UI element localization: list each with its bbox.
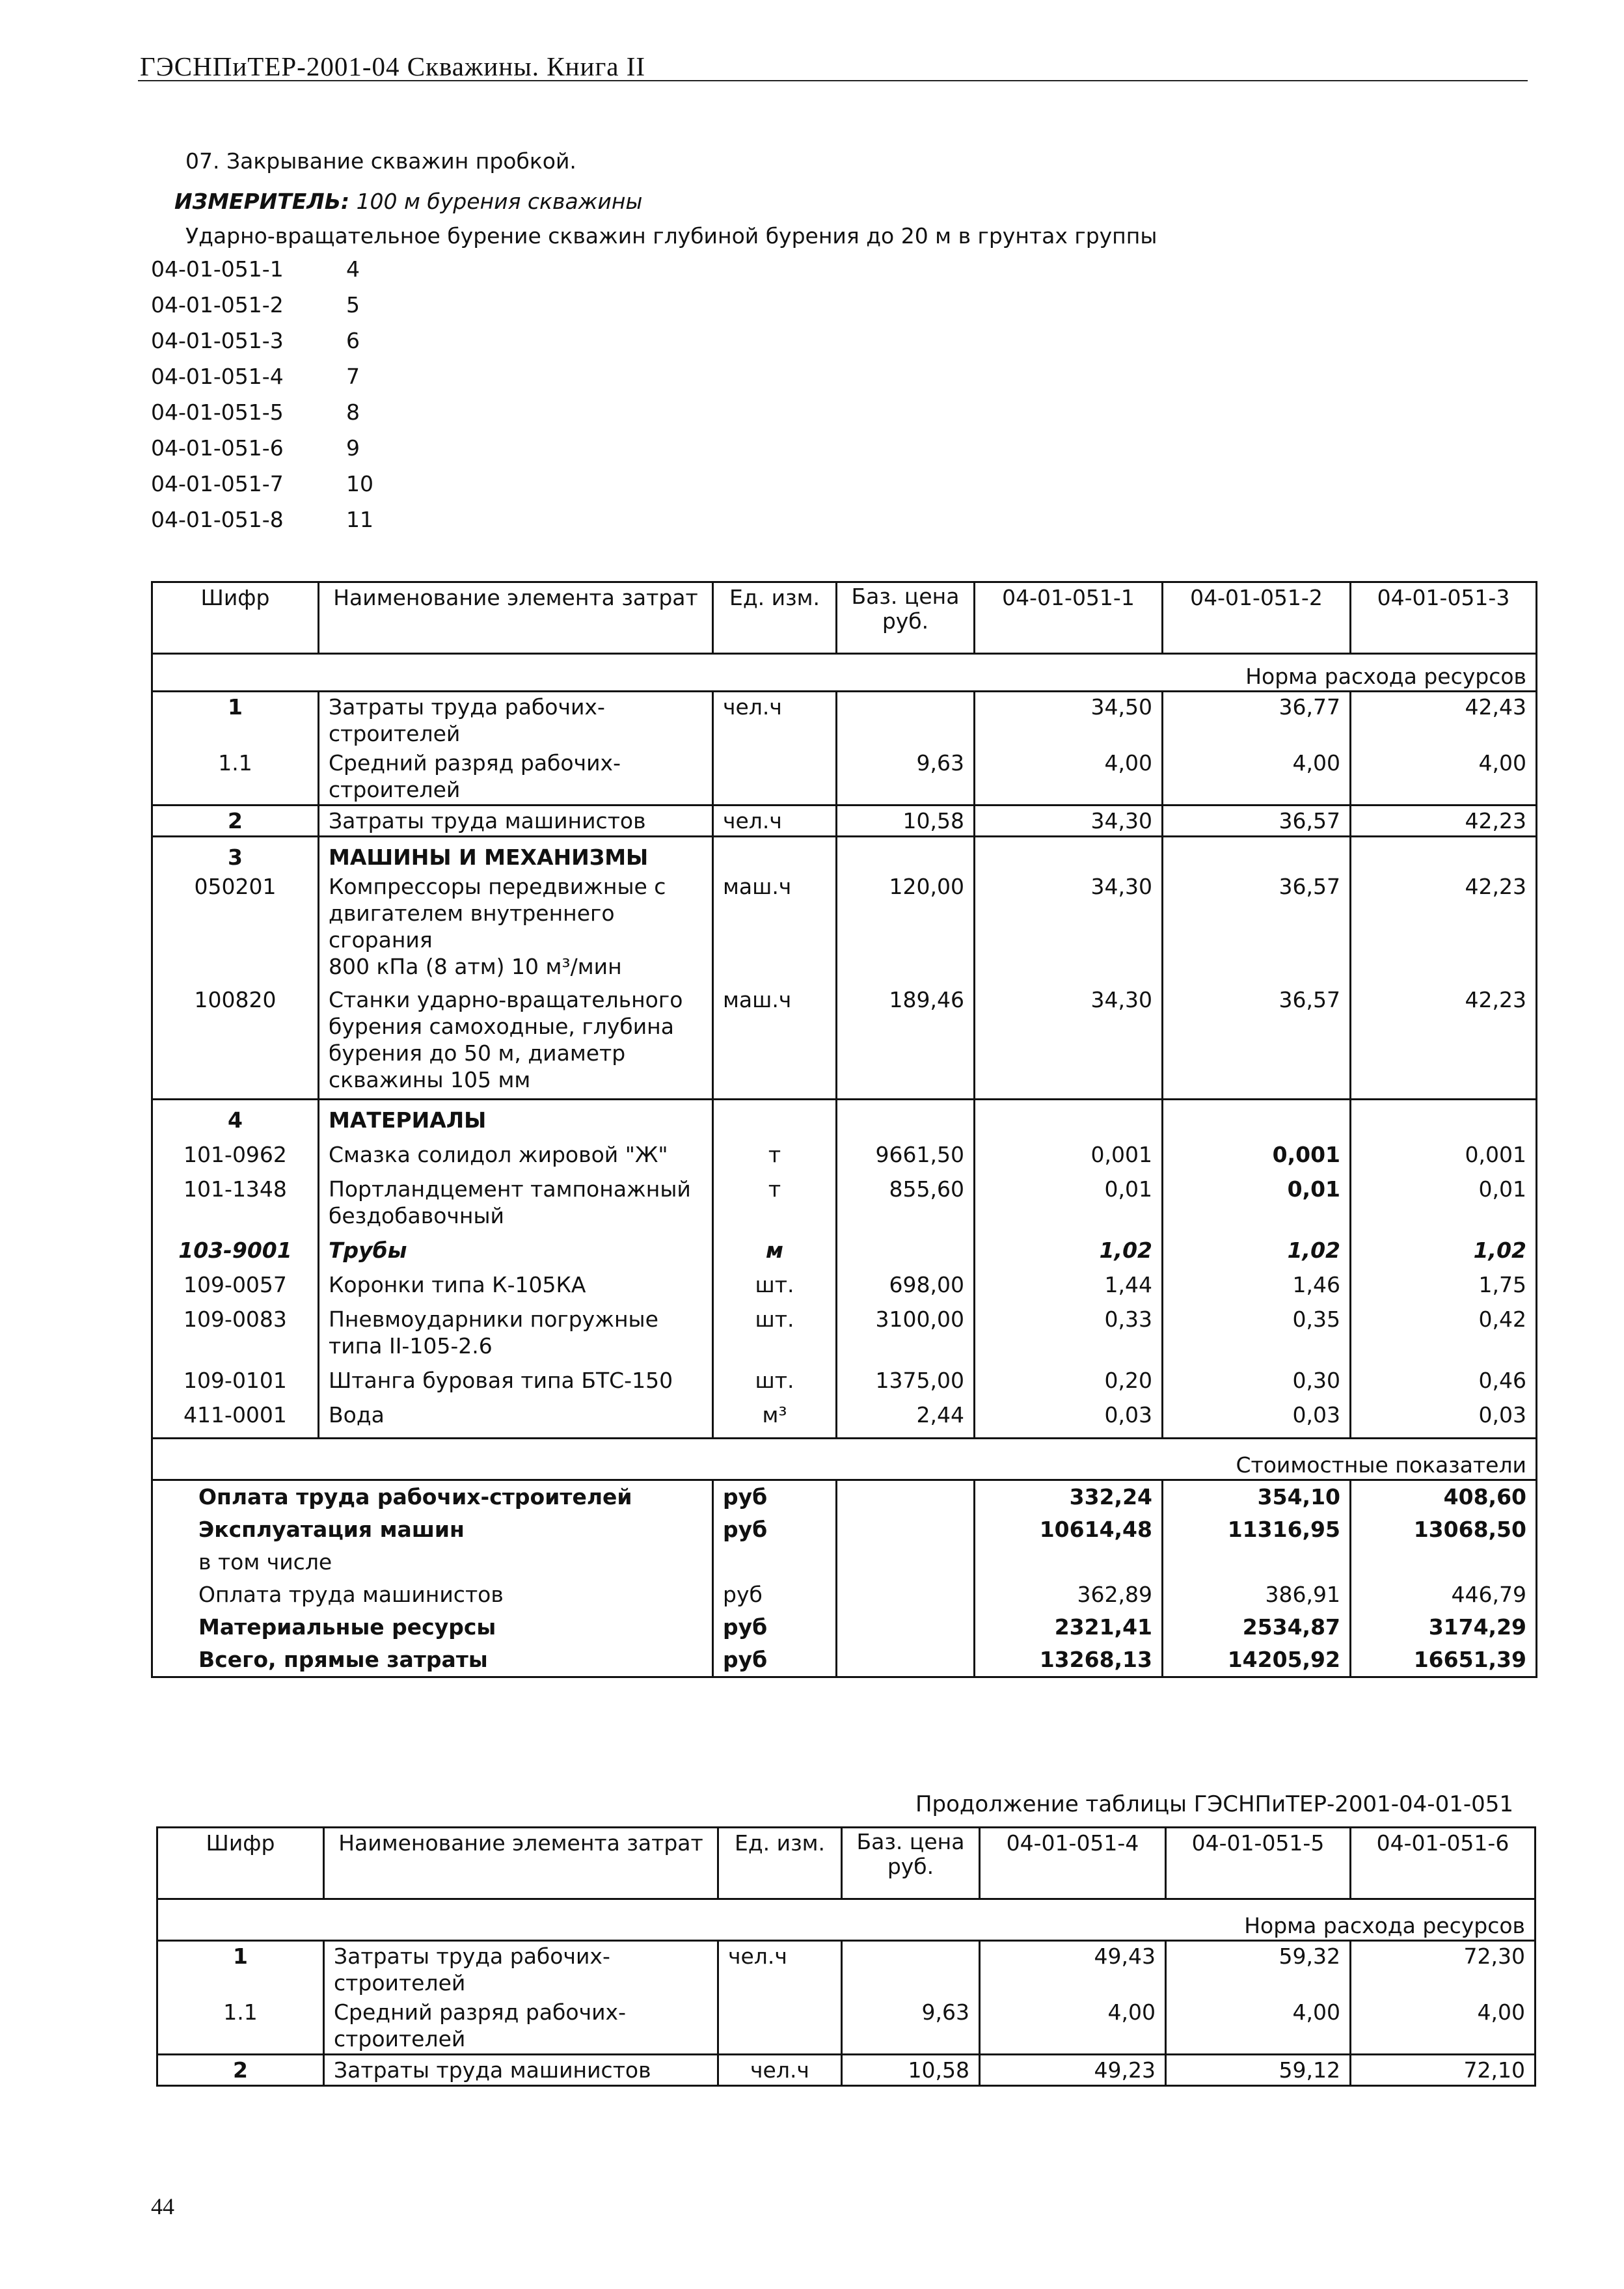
table-row	[152, 748, 1537, 806]
row-name: Штанга буровая типа БТС-150	[319, 1361, 713, 1395]
row-price: 1375,00	[837, 1361, 975, 1395]
running-header: ГЭСНПиТЕР-2001-04 Скважины. Книга II	[140, 51, 646, 81]
row-unit: маш.ч	[713, 981, 837, 1100]
code-list-item	[151, 435, 360, 461]
row-name	[319, 981, 713, 1100]
table-row	[152, 1265, 1537, 1299]
col-header-rate-4: 04-01-051-4	[980, 1828, 1166, 1899]
row-code: 101-1348	[152, 1169, 319, 1230]
table-row	[152, 1395, 1537, 1439]
row-value: 49,23	[980, 2055, 1166, 2086]
cost-value: 332,24	[975, 1480, 1163, 1514]
row-value: 0,01	[975, 1169, 1163, 1230]
row-code: 103-9001	[152, 1230, 319, 1265]
row-name: Трубы	[319, 1230, 713, 1265]
cost-row	[152, 1611, 1537, 1644]
norm-label-row	[152, 654, 1537, 692]
row-value: 0,03	[1163, 1395, 1351, 1439]
row-name	[319, 1169, 713, 1230]
cost-value: 354,10	[1163, 1480, 1351, 1514]
col-header-unit: Ед. изм.	[713, 582, 837, 654]
row-value: 1,75	[1351, 1265, 1537, 1299]
cost-name: Эксплуатация машин	[152, 1513, 713, 1546]
row-name: Затраты труда рабочих-строителей	[319, 692, 713, 749]
row-name-line: Пневмоударники погружные	[329, 1307, 658, 1332]
col-header-rate-5: 04-01-051-5	[1166, 1828, 1351, 1899]
row-value: 4,00	[980, 1998, 1166, 2055]
row-value: 42,23	[1351, 806, 1537, 837]
code-list-item	[151, 256, 360, 282]
row-name-line: Компрессоры передвижные с	[329, 874, 666, 899]
cost-value: 446,79	[1351, 1578, 1537, 1611]
row-value: 42,23	[1351, 872, 1537, 981]
page-number: 44	[151, 2193, 174, 2219]
soil-group: 7	[346, 364, 360, 389]
row-price: 9,63	[842, 1998, 980, 2055]
soil-group: 10	[346, 471, 373, 496]
row-code: 1.1	[152, 748, 319, 806]
row-code: 1.1	[157, 1998, 324, 2055]
row-name-line: сгорания	[329, 927, 433, 953]
row-value: 0,46	[1351, 1361, 1537, 1395]
row-value: 36,57	[1163, 806, 1351, 837]
row-value: 0,20	[975, 1361, 1163, 1395]
cost-value: 13068,50	[1351, 1513, 1537, 1546]
col-header-unit: Ед. изм.	[718, 1828, 842, 1899]
row-unit: чел.ч	[718, 2055, 842, 2086]
code: 04-01-051-4	[151, 364, 284, 389]
table-row	[152, 1230, 1537, 1265]
continuation-label: Продолжение таблицы ГЭСНПиТЕР-2001-04-01-051	[915, 1791, 1513, 1817]
row-value: 1,02	[975, 1230, 1163, 1265]
row-name	[319, 1299, 713, 1361]
row-unit: шт.	[713, 1265, 837, 1299]
soil-group: 6	[346, 328, 360, 353]
cost-value: 11316,95	[1163, 1513, 1351, 1546]
row-value: 4,00	[975, 748, 1163, 806]
resource-table-2	[156, 1826, 1536, 2087]
col-header-price: Баз. цена руб.	[842, 1828, 980, 1899]
section-title: МАШИНЫ И МЕХАНИЗМЫ	[319, 837, 713, 873]
item-title: 07. Закрывание скважин пробкой.	[185, 148, 576, 174]
code-list-item	[151, 364, 360, 389]
row-value: 42,23	[1351, 981, 1537, 1100]
cost-value: 16651,39	[1351, 1644, 1537, 1677]
soil-group: 4	[346, 256, 360, 282]
resource-table-1	[151, 581, 1537, 1678]
row-value: 0,01	[1351, 1169, 1537, 1230]
row-name: Средний разряд рабочих-строителей	[319, 748, 713, 806]
row-name: Смазка солидол жировой "Ж"	[319, 1135, 713, 1169]
cost-value: 3174,29	[1351, 1611, 1537, 1644]
col-header-name: Наименование элемента затрат	[319, 582, 713, 654]
row-price: 189,46	[837, 981, 975, 1100]
row-unit: чел.ч	[718, 1941, 842, 1998]
row-value: 0,01	[1163, 1169, 1351, 1230]
table-row	[152, 806, 1537, 837]
row-value: 0,03	[1351, 1395, 1537, 1439]
row-code: 4	[152, 1100, 319, 1135]
row-price: 120,00	[837, 872, 975, 981]
row-value: 72,30	[1351, 1941, 1536, 1998]
cost-label: Стоимостные показатели	[152, 1439, 1537, 1480]
cost-value: 2321,41	[975, 1611, 1163, 1644]
row-unit: м³	[713, 1395, 837, 1439]
table-row	[152, 1169, 1537, 1230]
code: 04-01-051-1	[151, 256, 284, 282]
table-row	[152, 1361, 1537, 1395]
row-name-line: двигателем внутреннего	[329, 901, 615, 926]
row-value: 34,30	[975, 981, 1163, 1100]
row-unit: шт.	[713, 1299, 837, 1361]
row-value: 34,30	[975, 872, 1163, 981]
row-value: 4,00	[1351, 1998, 1536, 2055]
cost-name: Всего, прямые затраты	[152, 1644, 713, 1677]
row-name: Затраты труда машинистов	[324, 2055, 718, 2086]
row-unit: т	[713, 1135, 837, 1169]
row-value: 0,001	[1351, 1135, 1537, 1169]
row-value: 0,30	[1163, 1361, 1351, 1395]
code-list-item	[151, 400, 360, 425]
cost-value: 386,91	[1163, 1578, 1351, 1611]
row-name-line: Портландцемент тампонажный	[329, 1176, 691, 1202]
col-header-rate-2: 04-01-051-2	[1163, 582, 1351, 654]
measure-line	[174, 189, 642, 214]
code-list-item	[151, 292, 360, 318]
row-name-line: скважины 105 мм	[329, 1067, 531, 1092]
col-header-price: Баз. цена руб.	[837, 582, 975, 654]
soil-group: 11	[346, 507, 373, 532]
row-unit	[718, 1998, 842, 2055]
row-price: 3100,00	[837, 1299, 975, 1361]
norm-label: Норма расхода ресурсов	[152, 654, 1537, 692]
soil-group: 5	[346, 292, 360, 318]
row-name: Затраты труда машинистов	[319, 806, 713, 837]
cost-value: 10614,48	[975, 1513, 1163, 1546]
cost-name: Оплата труда рабочих-строителей	[152, 1480, 713, 1514]
row-value: 1,46	[1163, 1265, 1351, 1299]
cost-label-row	[152, 1439, 1537, 1480]
code-list-item	[151, 328, 360, 353]
table-row	[152, 1299, 1537, 1361]
header-row	[157, 1828, 1536, 1899]
row-value: 0,001	[975, 1135, 1163, 1169]
row-price: 10,58	[842, 2055, 980, 2086]
row-value: 34,50	[975, 692, 1163, 749]
row-value: 59,32	[1166, 1941, 1351, 1998]
row-code: 109-0057	[152, 1265, 319, 1299]
row-code: 101-0962	[152, 1135, 319, 1169]
row-value: 36,57	[1163, 981, 1351, 1100]
cost-value: 2534,87	[1163, 1611, 1351, 1644]
cost-unit: руб	[713, 1644, 837, 1677]
cost-value: 362,89	[975, 1578, 1163, 1611]
table-row	[152, 692, 1537, 749]
col-header-rate-3: 04-01-051-3	[1351, 582, 1537, 654]
row-unit: т	[713, 1169, 837, 1230]
row-name	[319, 872, 713, 981]
row-price: 855,60	[837, 1169, 975, 1230]
cost-unit: руб	[713, 1578, 837, 1611]
row-name: Вода	[319, 1395, 713, 1439]
norm-label: Норма расхода ресурсов	[157, 1899, 1536, 1941]
cost-value: 13268,13	[975, 1644, 1163, 1677]
soil-group: 9	[346, 435, 360, 461]
row-price: 10,58	[837, 806, 975, 837]
row-value: 4,00	[1166, 1998, 1351, 2055]
row-code: 2	[157, 2055, 324, 2086]
row-value: 59,12	[1166, 2055, 1351, 2086]
row-unit: чел.ч	[713, 692, 837, 749]
section-title: МАТЕРИАЛЫ	[319, 1100, 713, 1135]
code: 04-01-051-5	[151, 400, 284, 425]
code: 04-01-051-3	[151, 328, 284, 353]
row-name-line: типа II-105-2.6	[329, 1333, 493, 1359]
row-unit: м	[713, 1230, 837, 1265]
row-code: 2	[152, 806, 319, 837]
row-value: 0,03	[975, 1395, 1163, 1439]
row-unit: шт.	[713, 1361, 837, 1395]
row-name-line: бурения до 50 м, диаметр	[329, 1040, 626, 1066]
cost-unit: руб	[713, 1513, 837, 1546]
cost-row	[152, 1480, 1537, 1514]
row-name: Затраты труда рабочих-строителей	[324, 1941, 718, 1998]
row-price: 698,00	[837, 1265, 975, 1299]
row-value: 0,42	[1351, 1299, 1537, 1361]
code: 04-01-051-6	[151, 435, 284, 461]
code: 04-01-051-2	[151, 292, 284, 318]
row-price: 9,63	[837, 748, 975, 806]
row-code: 1	[157, 1941, 324, 1998]
code-list-item	[151, 471, 373, 496]
row-unit	[713, 748, 837, 806]
row-code: 050201	[152, 872, 319, 981]
cost-row	[152, 1644, 1537, 1677]
table-row	[152, 1135, 1537, 1169]
cost-unit: руб	[713, 1611, 837, 1644]
description: Ударно-вращательное бурение скважин глубиной бурения до 20 м в грунтах группы	[185, 223, 1157, 249]
row-value: 0,33	[975, 1299, 1163, 1361]
row-code: 109-0083	[152, 1299, 319, 1361]
cost-row	[152, 1546, 1537, 1578]
cost-unit: руб	[713, 1480, 837, 1514]
col-header-code: Шифр	[152, 582, 319, 654]
norm-label-row	[157, 1899, 1536, 1941]
col-header-rate-1: 04-01-051-1	[975, 582, 1163, 654]
row-value: 1,02	[1351, 1230, 1537, 1265]
row-name-line: Станки ударно-вращательного	[329, 987, 683, 1012]
row-unit: маш.ч	[713, 872, 837, 981]
table-row	[152, 872, 1537, 981]
table-row	[157, 2055, 1536, 2086]
row-value: 1,44	[975, 1265, 1163, 1299]
row-value: 72,10	[1351, 2055, 1536, 2086]
row-value: 36,57	[1163, 872, 1351, 981]
header-row	[152, 582, 1537, 654]
row-value: 49,43	[980, 1941, 1166, 1998]
row-value: 0,001	[1163, 1135, 1351, 1169]
row-name: Средний разряд рабочих-строителей	[324, 1998, 718, 2055]
section-row	[152, 837, 1537, 873]
table-row	[157, 1998, 1536, 2055]
row-price	[842, 1941, 980, 1998]
measure-label: ИЗМЕРИТЕЛЬ:	[174, 189, 350, 214]
header-rule	[138, 80, 1528, 81]
code: 04-01-051-7	[151, 471, 284, 496]
table-row	[152, 981, 1537, 1100]
row-code: 1	[152, 692, 319, 749]
row-price	[837, 1230, 975, 1265]
cost-name: Оплата труда машинистов	[152, 1578, 713, 1611]
cost-name: в том числе	[152, 1546, 713, 1578]
row-name-line: 800 кПа (8 атм) 10 м³/мин	[329, 954, 622, 979]
code: 04-01-051-8	[151, 507, 284, 532]
row-code: 100820	[152, 981, 319, 1100]
row-value: 36,77	[1163, 692, 1351, 749]
cost-name: Материальные ресурсы	[152, 1611, 713, 1644]
row-price: 9661,50	[837, 1135, 975, 1169]
row-name-line: бездобавочный	[329, 1203, 504, 1228]
col-header-rate-6: 04-01-051-6	[1351, 1828, 1536, 1899]
row-value: 42,43	[1351, 692, 1537, 749]
section-row	[152, 1100, 1537, 1135]
cost-value: 408,60	[1351, 1480, 1537, 1514]
row-code: 109-0101	[152, 1361, 319, 1395]
row-value: 4,00	[1163, 748, 1351, 806]
measure-value: 100 м бурения скважины	[356, 189, 643, 214]
col-header-name: Наименование элемента затрат	[324, 1828, 718, 1899]
row-price: 2,44	[837, 1395, 975, 1439]
code-list-item	[151, 507, 373, 532]
cost-row	[152, 1578, 1537, 1611]
cost-value: 14205,92	[1163, 1644, 1351, 1677]
table-row	[157, 1941, 1536, 1998]
row-name: Коронки типа К-105КА	[319, 1265, 713, 1299]
row-value: 34,30	[975, 806, 1163, 837]
row-code: 411-0001	[152, 1395, 319, 1439]
row-name-line: бурения самоходные, глубина	[329, 1014, 674, 1039]
row-value: 1,02	[1163, 1230, 1351, 1265]
row-code: 3	[152, 837, 319, 873]
row-value: 4,00	[1351, 748, 1537, 806]
cost-row	[152, 1513, 1537, 1546]
col-header-code: Шифр	[157, 1828, 324, 1899]
soil-group: 8	[346, 400, 360, 425]
row-price	[837, 692, 975, 749]
row-value: 0,35	[1163, 1299, 1351, 1361]
row-unit: чел.ч	[713, 806, 837, 837]
